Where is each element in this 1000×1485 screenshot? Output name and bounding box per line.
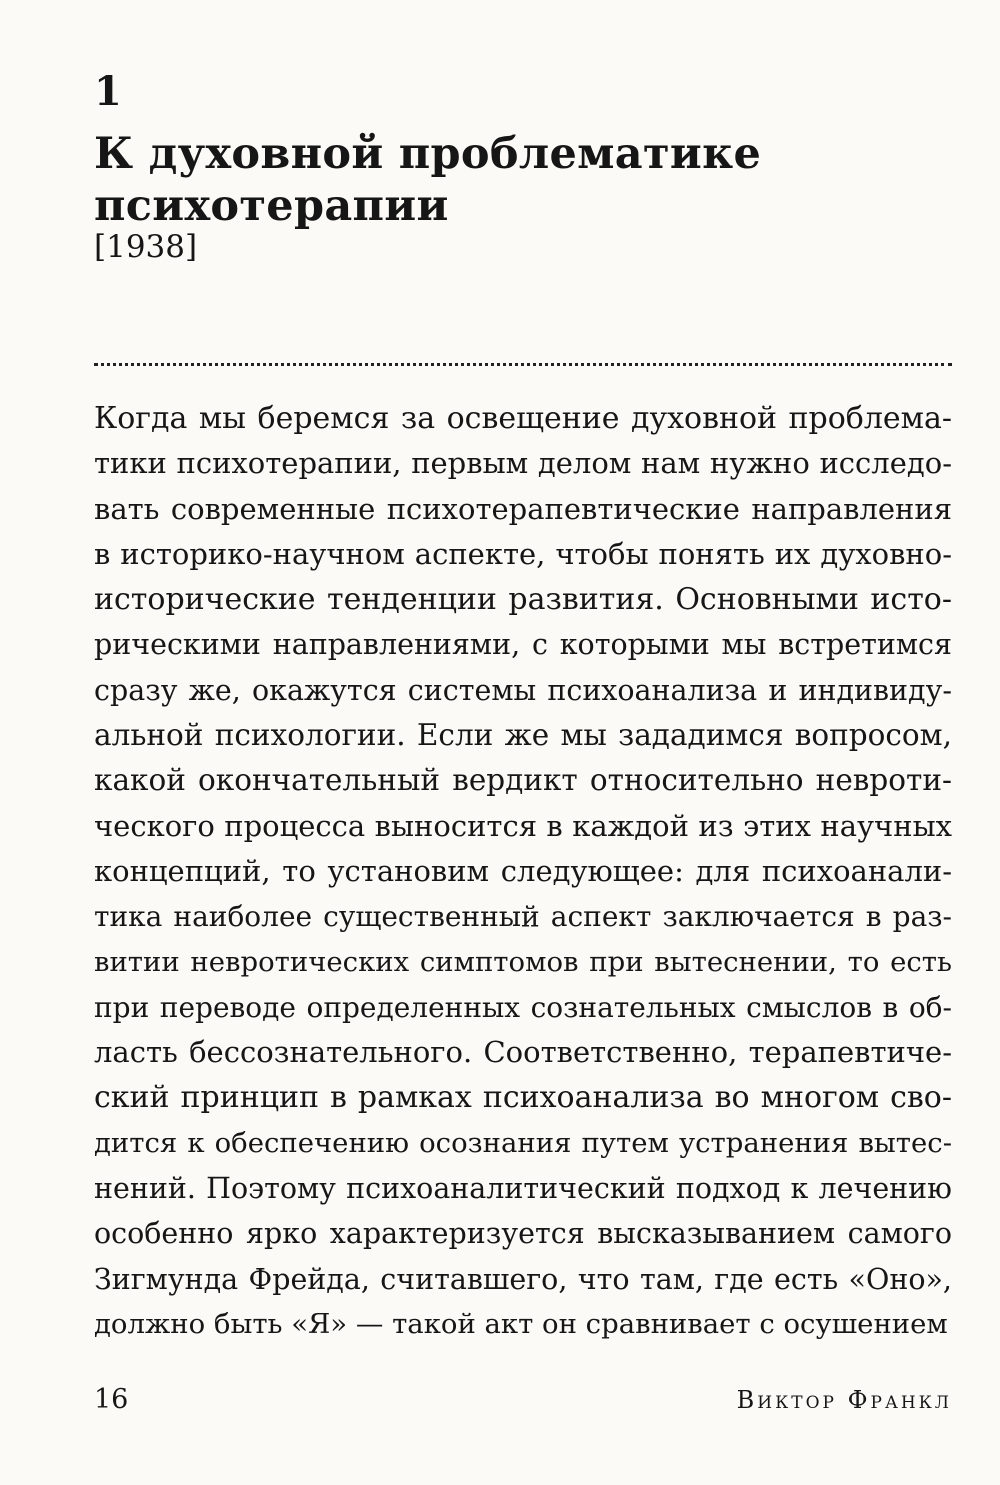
page-number: 16 [94, 1384, 129, 1415]
running-footer-author: Виктор Франкл [736, 1386, 952, 1414]
text-line: тика наиболее существенный аспект заключается в раз- [94, 900, 952, 934]
text-line: ческого процесса выносится в каждой из этих научных [94, 808, 952, 843]
text-line: рическими направлениями, с которыми мы встретимся [94, 628, 952, 662]
text-line: особенно ярко характеризуется высказыванием самого [94, 1217, 952, 1251]
text-line: дится к обеспечению осознания путем устранения вытес- [94, 1126, 952, 1159]
text-line: Когда мы беремся за освещение духовной проблема- [94, 401, 952, 436]
chapter-title-line: психотерапии [94, 181, 449, 231]
text-line: альной психологии. Если же мы зададимся вопросом, [94, 718, 952, 753]
text-line: тики психотерапии, первым делом нам нужно исследо- [94, 446, 952, 481]
dotted-divider [94, 363, 952, 366]
chapter-title [94, 128, 974, 232]
chapter-title-line: К духовной проблематике [94, 129, 762, 179]
text-line: витии невротических симптомов при вытеснении, то есть [94, 945, 952, 978]
chapter-year: [1938] [94, 229, 198, 265]
text-line: в историко-научном аспекте, чтобы понять их духовно- [94, 536, 952, 571]
text-line: какой окончательный вердикт относительно невроти- [94, 763, 952, 798]
text-line: должно быть «Я» — такой акт он сравнивает с осушением [94, 1307, 948, 1340]
text-line: Зигмунда Фрейда, считавшего, что там, где есть «Оно», [94, 1262, 952, 1296]
text-line: концепций, то установим следующее: для психоанали- [94, 853, 952, 888]
text-line: сразу же, окажутся системы психоанализа и индивиду- [94, 673, 952, 707]
text-line: ский принцип в рамках психоанализа во многом сво- [94, 1080, 952, 1116]
text-line: исторические тенденции развития. Основными исто- [94, 582, 952, 618]
body-paragraph [94, 396, 952, 1347]
text-line: вать современные психотерапевтические направления [94, 491, 952, 526]
text-line: ласть бессознательного. Соответственно, терапевтиче- [94, 1035, 952, 1070]
text-line: нений. Поэтому психоаналитический подход к лечению [94, 1172, 952, 1206]
chapter-number: 1 [94, 68, 122, 115]
text-line: при переводе определенных сознательных смыслов в об- [94, 990, 952, 1024]
